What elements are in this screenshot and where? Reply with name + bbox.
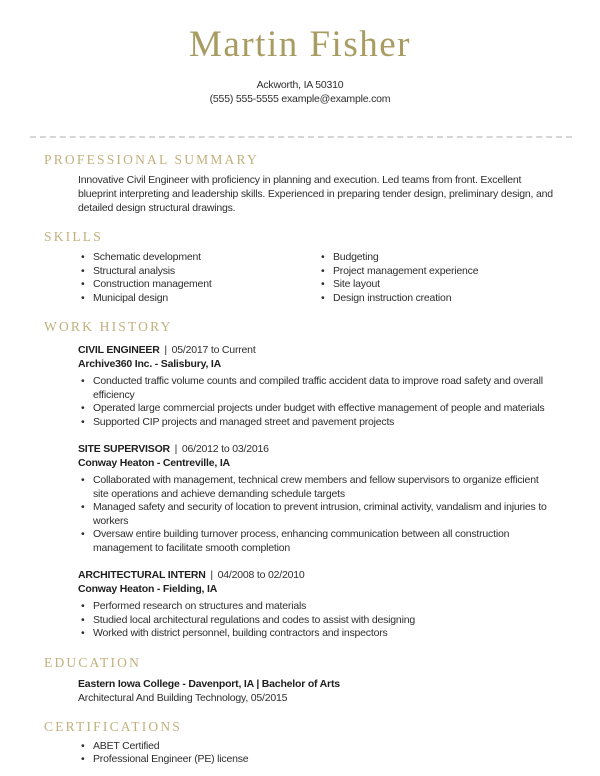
skill-item: • Municipal design [78,292,318,306]
job-title-line [78,343,556,357]
education-program-line: Architectural And Building Technology, 05/2015 [78,691,288,704]
job-company: Conway Heaton - Centreville, IA [78,457,230,469]
skills-list-left [78,251,318,305]
skill-item: • Site layout [318,278,478,292]
contact-phone: (555) 555-5555 [209,93,279,105]
job-bullet: • Studied local architectural regulations and codes to assist with designing [78,614,556,628]
contact-phone-email-line [0,92,600,106]
certification-item: • Professional Engineer (PE) license [78,753,556,767]
candidate-name: Martin Fisher [189,24,411,65]
skill-item: • Design instruction creation [318,292,478,306]
skill-item: • Budgeting [318,251,478,265]
skill-item: • Structural analysis [78,265,318,279]
summary-paragraph: Innovative Civil Engineer with proficiency in planning and execution. Led teams from front. Excellent blueprint interpreting and leadership skills. Experienced in preparing tender design, preliminary design, and detailed design structural drawings. [78,174,553,214]
pipe-separator: | [164,344,167,356]
skill-item: • Project management experience [318,265,478,279]
job-bullet-list [78,474,556,555]
education-degree-line: Eastern Iowa College - Davenport, IA | Bachelor of Arts [78,677,340,690]
job-bullet: • Collaborated with management, technical crew members and fellow supervisors to organize efficient site operations and achieve demanding schedule targets [78,474,556,501]
pipe-separator: | [210,569,213,581]
job-title: CIVIL ENGINEER [78,344,160,356]
job-bullet: • Managed safety and security of location to prevent intrusion, criminal activity, vandalism and injuries to workers [78,501,556,528]
job-entry [78,568,556,641]
job-dates: 05/2017 to Current [171,344,256,356]
heading-education: EDUCATION [44,654,142,670]
job-title: ARCHITECTURAL INTERN [78,569,206,581]
job-bullet-list [78,600,556,641]
certification-item: • ABET Certified [78,740,556,754]
job-company: Archive360 Inc. - Salisbury, IA [78,358,221,370]
certification-list [78,740,556,767]
skill-item: • Schematic development [78,251,318,265]
section-education [78,677,556,705]
contact-address: Ackworth, IA 50310 [256,79,344,91]
job-bullet: • Worked with district personnel, building contractors and inspectors [78,627,556,641]
skills-columns [78,251,556,305]
dashed-divider [30,136,572,138]
job-bullet: • Operated large commercial projects under budget with effective management of people and materials [78,402,556,416]
job-bullet: • Conducted traffic volume counts and compiled traffic accident data to improve road safety and overall efficiency [78,375,556,402]
job-company: Conway Heaton - Fielding, IA [78,583,218,595]
heading-skills: SKILLS [44,229,103,244]
job-bullet: • Oversaw entire building turnover process, enhancing communication between all construction management to facilitate smooth completion [78,528,556,555]
job-bullet: • Performed research on structures and materials [78,600,556,614]
heading-work-history: WORK HISTORY [44,319,173,334]
section-work-history [78,343,556,641]
job-title-line [78,442,556,456]
contact-email: example@example.com [281,93,391,105]
job-entry [78,343,556,429]
heading-professional-summary: PROFESSIONAL SUMMARY [44,152,259,167]
job-dates: 04/2008 to 02/2010 [217,569,305,581]
pipe-separator: | [174,443,178,455]
job-bullet-list [78,375,556,429]
job-bullet: • Supported CIP projects and managed street and pavement projects [78,416,556,430]
job-dates: 06/2012 to 03/2016 [181,443,269,455]
section-professional-summary [78,173,556,215]
skill-item: • Construction management [78,278,318,292]
job-title: SITE SUPERVISOR [78,443,170,455]
heading-certifications: CERTIFICATIONS [44,718,182,734]
job-entry [78,442,556,555]
contact-block [0,78,600,106]
section-skills [78,251,556,305]
section-certifications [78,740,556,767]
job-title-line [78,568,556,582]
skills-list-right [318,251,478,305]
